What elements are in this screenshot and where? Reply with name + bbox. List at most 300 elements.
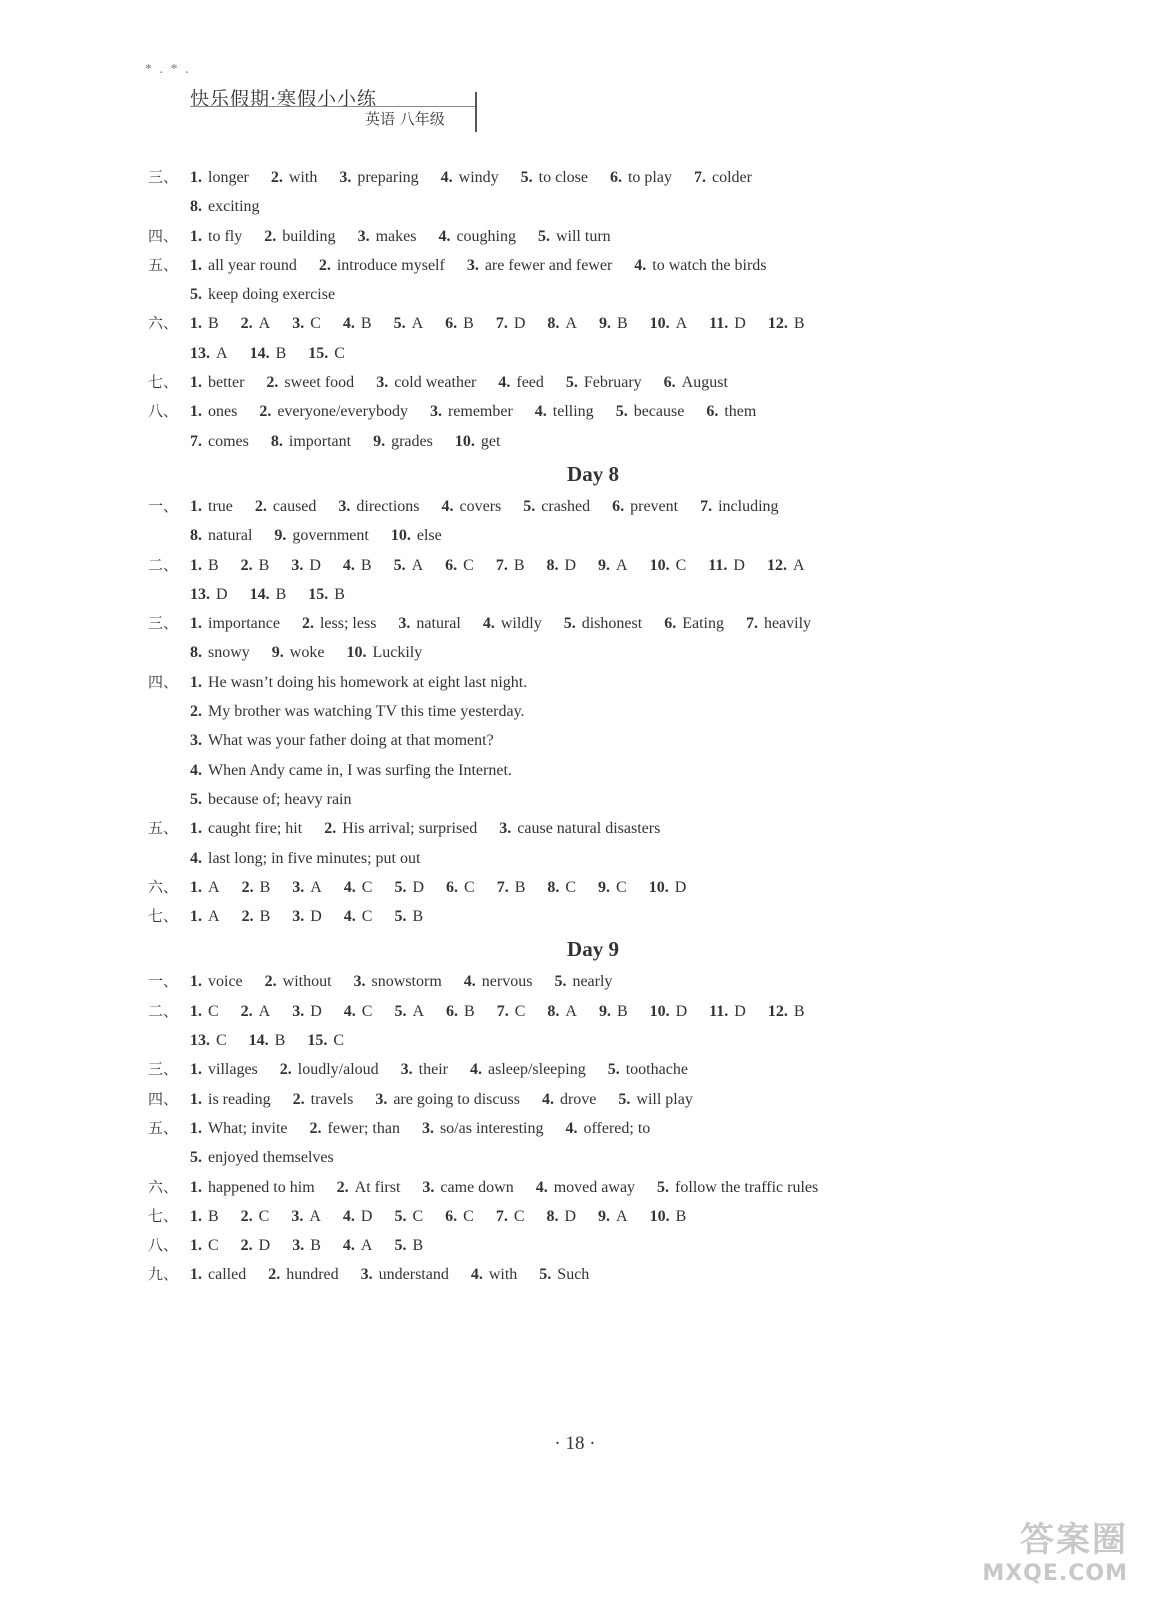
question-number: 3. — [360, 1266, 373, 1284]
answer-text: A — [565, 315, 577, 333]
section-number: 三、 — [148, 1060, 179, 1079]
answer-text: nervous — [481, 973, 533, 991]
answer-item — [471, 1260, 517, 1289]
answer-item — [706, 397, 756, 426]
question-number: 4. — [498, 374, 511, 392]
answer-item — [190, 609, 280, 638]
answer-item — [190, 697, 525, 726]
question-number: 8. — [190, 527, 202, 545]
answer-text: Such — [557, 1266, 590, 1284]
answer-item — [292, 1231, 321, 1260]
answer-text: B — [360, 556, 372, 574]
question-number: 5. — [190, 790, 202, 808]
answer-item — [190, 785, 351, 814]
question-number: 2. — [268, 1266, 281, 1284]
question-number: 3. — [357, 227, 370, 245]
question-number: 14. — [248, 1032, 269, 1050]
answer-item — [401, 1055, 448, 1084]
answer-text: C — [361, 1002, 373, 1020]
question-number: 1. — [190, 1237, 202, 1255]
answer-line — [148, 997, 998, 1026]
question-number: 3. — [291, 1207, 304, 1225]
answer-text: everyone/everybody — [277, 403, 408, 421]
section-number: 一、 — [148, 972, 179, 991]
answer-text: without — [282, 973, 332, 991]
question-number: 4. — [440, 169, 453, 186]
answer-line — [148, 521, 998, 550]
question-number: 1. — [190, 1119, 202, 1137]
answer-text: C — [565, 878, 577, 896]
question-number: 1. — [190, 227, 202, 245]
answer-text: C — [258, 1207, 270, 1225]
answer-item — [302, 609, 376, 638]
section-number: 四、 — [148, 226, 179, 245]
watermark-url: MXQE.COM — [982, 1561, 1128, 1586]
answer-item — [394, 1202, 423, 1231]
answer-text: heavily — [763, 615, 812, 633]
answer-item — [422, 1173, 513, 1202]
answer-text: to close — [538, 169, 588, 186]
question-number: 15. — [308, 344, 329, 362]
question-number: 15. — [307, 1032, 328, 1050]
answer-text: D — [734, 1002, 746, 1020]
answer-item — [598, 873, 627, 902]
answer-item — [319, 251, 445, 280]
answer-text: true — [208, 497, 233, 515]
answer-text: B — [412, 1237, 424, 1255]
answer-line — [148, 1085, 998, 1114]
decorative-stars: * . * . — [145, 62, 191, 77]
question-number: 1. — [190, 908, 202, 926]
answer-text: better — [208, 374, 245, 392]
question-number: 5. — [393, 315, 406, 333]
answer-item — [650, 551, 687, 580]
answer-item — [394, 873, 424, 902]
answer-text: cause natural disasters — [517, 820, 661, 838]
question-number: 9. — [598, 315, 611, 333]
answer-item — [190, 251, 297, 280]
question-number: 11. — [709, 1002, 729, 1020]
question-number: 3. — [292, 315, 305, 333]
section-number: 七、 — [148, 1206, 179, 1225]
answer-item — [274, 521, 368, 550]
question-number: 11. — [709, 315, 729, 333]
question-number: 4. — [535, 1178, 548, 1196]
answer-line — [148, 339, 998, 368]
question-number: 2. — [324, 820, 337, 838]
answer-text: follow the traffic rules — [675, 1178, 819, 1196]
answer-item — [438, 222, 516, 251]
answer-text: caused — [272, 497, 317, 515]
answer-text: to watch the birds — [652, 256, 767, 274]
answer-text: C — [216, 1032, 227, 1050]
answer-line — [148, 726, 998, 755]
answer-text: B — [463, 315, 474, 333]
answer-item — [271, 427, 351, 456]
answer-item — [768, 997, 805, 1026]
answer-item — [338, 492, 419, 521]
answer-item — [523, 492, 590, 521]
answer-item — [612, 492, 678, 521]
question-number: 1. — [190, 1061, 202, 1079]
answer-item — [375, 1085, 520, 1114]
answer-text: A — [309, 1207, 321, 1225]
answer-text: woke — [289, 644, 325, 662]
question-number: 5. — [393, 556, 406, 574]
answer-text: drove — [559, 1090, 597, 1108]
answer-item — [616, 397, 685, 426]
answer-item — [442, 492, 502, 521]
question-number: 1. — [190, 878, 202, 896]
answer-line — [148, 785, 998, 814]
answer-text: B — [259, 878, 271, 896]
answer-item — [190, 1085, 271, 1114]
question-number: 4. — [342, 1207, 355, 1225]
answer-text: directions — [356, 497, 420, 515]
question-number: 5. — [565, 374, 578, 392]
section-number: 九、 — [148, 1265, 179, 1284]
answer-text: B — [616, 1002, 628, 1020]
answer-text: introduce myself — [336, 256, 445, 274]
question-number: 2. — [254, 497, 267, 515]
answer-text: His arrival; surprised — [342, 820, 478, 838]
answer-text: dishonest — [581, 615, 643, 633]
answer-text: called — [208, 1266, 247, 1284]
answer-item — [190, 844, 420, 873]
answer-item — [657, 1173, 818, 1202]
answer-item — [746, 609, 811, 638]
question-number: 5. — [394, 878, 407, 896]
question-number: 2. — [240, 1002, 253, 1020]
answer-key — [148, 163, 998, 1290]
question-number: 8. — [190, 644, 202, 662]
answer-item — [190, 1173, 315, 1202]
question-number: 3. — [291, 556, 304, 574]
answer-line — [148, 638, 998, 667]
answer-item — [547, 873, 576, 902]
answer-line — [148, 551, 998, 580]
answer-text: else — [416, 527, 442, 545]
question-number: 3. — [292, 908, 305, 926]
answer-item — [190, 1143, 334, 1172]
question-number: 4. — [343, 878, 356, 896]
answer-text: cold weather — [394, 374, 477, 392]
book-title: 快乐假期·寒假小小练 — [190, 88, 378, 110]
question-number: 6. — [445, 315, 458, 333]
question-number: 11. — [708, 556, 728, 574]
answer-item — [190, 638, 250, 667]
answer-text: C — [361, 878, 373, 896]
answer-line — [148, 609, 998, 638]
section-number: 五、 — [148, 255, 179, 274]
answer-item — [190, 397, 237, 426]
answer-text: toothache — [625, 1061, 688, 1079]
question-number: 2. — [336, 1178, 349, 1196]
answer-text: B — [208, 315, 219, 333]
answer-item — [664, 609, 724, 638]
section-number: 三、 — [148, 614, 179, 633]
answer-text: Luckily — [372, 644, 423, 662]
answer-text: keep doing exercise — [208, 286, 336, 304]
section-number: 七、 — [148, 373, 179, 392]
answer-line — [148, 492, 998, 521]
answer-text: D — [310, 1002, 322, 1020]
answer-text: wildly — [500, 615, 542, 633]
answer-text: What; invite — [208, 1119, 288, 1137]
question-number: 6. — [446, 1002, 459, 1020]
answer-item — [190, 756, 512, 785]
answer-item — [291, 551, 321, 580]
question-number: 6. — [706, 403, 719, 421]
answer-item — [241, 997, 271, 1026]
question-number: 3. — [400, 1061, 413, 1079]
answer-item — [700, 492, 778, 521]
answer-text: A — [411, 315, 424, 333]
answer-text: What was your father doing at that moment? — [208, 732, 494, 750]
answer-item — [391, 521, 442, 550]
answer-item — [292, 873, 322, 902]
question-number: 12. — [767, 315, 788, 333]
answer-text: B — [258, 556, 270, 574]
question-number: 1. — [190, 256, 202, 274]
answer-line — [148, 309, 998, 338]
answer-text: including — [718, 497, 779, 515]
answer-item — [445, 309, 474, 338]
question-number: 8. — [546, 1207, 559, 1225]
answer-item — [308, 339, 345, 368]
answer-text: them — [724, 403, 757, 421]
answer-line — [148, 1231, 998, 1260]
answer-text: B — [464, 1002, 475, 1020]
question-number: 4. — [634, 256, 647, 274]
answer-text: colder — [711, 169, 752, 186]
question-number: 5. — [554, 973, 567, 991]
question-number: 1. — [190, 1266, 202, 1284]
question-number: 9. — [598, 1002, 611, 1020]
answer-item — [190, 222, 242, 251]
section-number: 二、 — [148, 555, 179, 574]
question-number: 2. — [259, 403, 272, 421]
answer-line — [148, 873, 998, 902]
answer-item — [546, 551, 576, 580]
answer-text: hundred — [286, 1266, 339, 1284]
question-number: 5. — [563, 615, 576, 633]
answer-text: importance — [208, 615, 280, 633]
answer-text: are fewer and fewer — [484, 256, 613, 274]
answer-text: B — [275, 344, 287, 362]
answer-item — [608, 1055, 688, 1084]
answer-text: to fly — [208, 227, 243, 245]
answer-text: because of; heavy rain — [208, 790, 352, 808]
answer-item — [190, 814, 302, 843]
question-number: 5. — [618, 1090, 631, 1108]
answer-item — [241, 1231, 271, 1260]
answer-item — [767, 551, 805, 580]
section-number: 四、 — [148, 672, 179, 691]
answer-text: D — [733, 556, 745, 574]
answer-text: understand — [378, 1266, 449, 1284]
question-number: 5. — [190, 1149, 202, 1167]
section-number: 五、 — [148, 1118, 179, 1137]
answer-item — [470, 1055, 586, 1084]
answer-item — [394, 1231, 423, 1260]
question-number: 10. — [649, 1207, 670, 1225]
answer-item — [376, 368, 476, 397]
answer-text: offered; to — [583, 1119, 651, 1137]
question-number: 1. — [190, 820, 202, 838]
question-number: 10. — [649, 315, 670, 333]
answer-text: D — [216, 585, 228, 603]
question-number: 5. — [523, 497, 536, 515]
question-number: 9. — [271, 644, 284, 662]
answer-text: A — [616, 556, 628, 574]
answer-text: makes — [375, 227, 417, 245]
answer-item — [709, 309, 746, 338]
answer-line — [148, 580, 998, 609]
answer-text: nearly — [572, 973, 613, 991]
question-number: 7. — [745, 615, 758, 633]
answer-item — [441, 163, 499, 192]
answer-text: D — [513, 315, 526, 333]
question-number: 13. — [190, 585, 210, 603]
question-number: 7. — [693, 169, 706, 186]
answer-item — [339, 163, 418, 192]
answer-text: B — [334, 585, 345, 603]
answer-item — [343, 309, 372, 338]
answer-item — [542, 1085, 596, 1114]
answer-text: B — [412, 908, 424, 926]
answer-text: B — [793, 1002, 805, 1020]
answer-text: A — [616, 1207, 628, 1225]
answer-item — [650, 997, 688, 1026]
answer-text: sweet food — [284, 374, 355, 392]
question-number: 2. — [266, 374, 279, 392]
answer-item — [430, 397, 513, 426]
answer-text: My brother was watching TV this time yesterday. — [208, 703, 525, 721]
answer-text: natural — [208, 527, 253, 545]
answer-item — [496, 309, 526, 338]
question-number: 2. — [292, 1090, 305, 1108]
question-number: 5. — [615, 403, 628, 421]
answer-text: came down — [440, 1178, 514, 1196]
answer-line — [148, 1202, 998, 1231]
answer-text: villages — [208, 1061, 258, 1079]
answer-item — [310, 1114, 400, 1143]
answer-item — [445, 551, 474, 580]
answer-item — [292, 902, 322, 931]
answer-text: remember — [447, 403, 513, 421]
watermark-logo-text: 答案圈 — [1020, 1520, 1128, 1560]
answer-text: snowy — [208, 644, 250, 662]
question-number: 4. — [441, 497, 454, 515]
book-subtitle: 英语 八年级 — [365, 110, 445, 128]
question-number: 5. — [394, 1002, 407, 1020]
answer-text: D — [734, 315, 746, 333]
question-number: 2. — [190, 703, 202, 721]
answer-text: C — [208, 1002, 219, 1020]
question-number: 10. — [454, 432, 475, 450]
answer-item — [547, 309, 577, 338]
page-number: · 18 · — [554, 1433, 596, 1454]
question-number: 3. — [338, 497, 351, 515]
question-number: 7. — [495, 556, 508, 574]
answer-item — [649, 873, 687, 902]
question-number: 7. — [700, 497, 713, 515]
answer-item — [539, 1260, 589, 1289]
answer-text: B — [675, 1207, 687, 1225]
answer-text: caught fire; hit — [208, 820, 303, 838]
answer-item — [190, 1114, 288, 1143]
answer-text: C — [513, 1207, 525, 1225]
question-number: 1. — [190, 374, 202, 392]
question-number: 4. — [482, 615, 495, 633]
question-number: 8. — [547, 315, 560, 333]
question-number: 7. — [496, 1002, 509, 1020]
answer-item — [598, 1202, 628, 1231]
answer-text: D — [310, 908, 322, 926]
answer-item — [598, 551, 628, 580]
answer-line — [148, 163, 998, 192]
answer-line — [148, 1143, 998, 1172]
answer-item — [446, 873, 475, 902]
question-number: 1. — [190, 315, 202, 333]
answer-text: telling — [552, 403, 594, 421]
answer-text: covers — [459, 497, 502, 515]
answer-text: exciting — [208, 198, 260, 216]
question-number: 3. — [429, 403, 442, 421]
answer-text: D — [674, 878, 687, 896]
question-number: 4. — [343, 1002, 356, 1020]
answer-item — [496, 551, 525, 580]
answer-text: preparing — [357, 169, 419, 186]
question-number: 6. — [612, 497, 625, 515]
answer-line — [148, 192, 998, 221]
watermark — [982, 1512, 1128, 1586]
answer-text: longer — [208, 169, 249, 186]
answer-text: B — [310, 1237, 321, 1255]
answer-item — [190, 726, 494, 755]
answer-item — [344, 997, 373, 1026]
answer-line — [148, 756, 998, 785]
answer-item — [324, 814, 477, 843]
question-number: 3. — [499, 820, 512, 838]
answer-line — [148, 814, 998, 843]
answer-text: coughing — [456, 227, 516, 245]
answer-text: comes — [208, 432, 249, 450]
answer-item — [496, 1202, 525, 1231]
answer-text: important — [288, 432, 352, 450]
answer-item — [272, 638, 325, 667]
answer-text: B — [275, 585, 287, 603]
question-number: 2. — [240, 1207, 253, 1225]
answer-text: C — [616, 878, 627, 896]
answer-text: August — [681, 374, 728, 392]
answer-text: A — [216, 344, 228, 362]
answer-text: B — [208, 556, 219, 574]
answer-text: voice — [208, 973, 243, 991]
question-number: 2. — [318, 256, 331, 274]
answer-item — [346, 638, 422, 667]
question-number: 5. — [539, 1266, 552, 1284]
answer-text: fewer; than — [327, 1119, 400, 1137]
answer-text: travels — [310, 1090, 354, 1108]
answer-text: C — [463, 556, 474, 574]
section-number: 三、 — [148, 168, 179, 186]
question-number: 4. — [463, 973, 476, 991]
answer-item — [268, 1260, 338, 1289]
answer-item — [599, 997, 628, 1026]
answer-item — [190, 1026, 227, 1055]
